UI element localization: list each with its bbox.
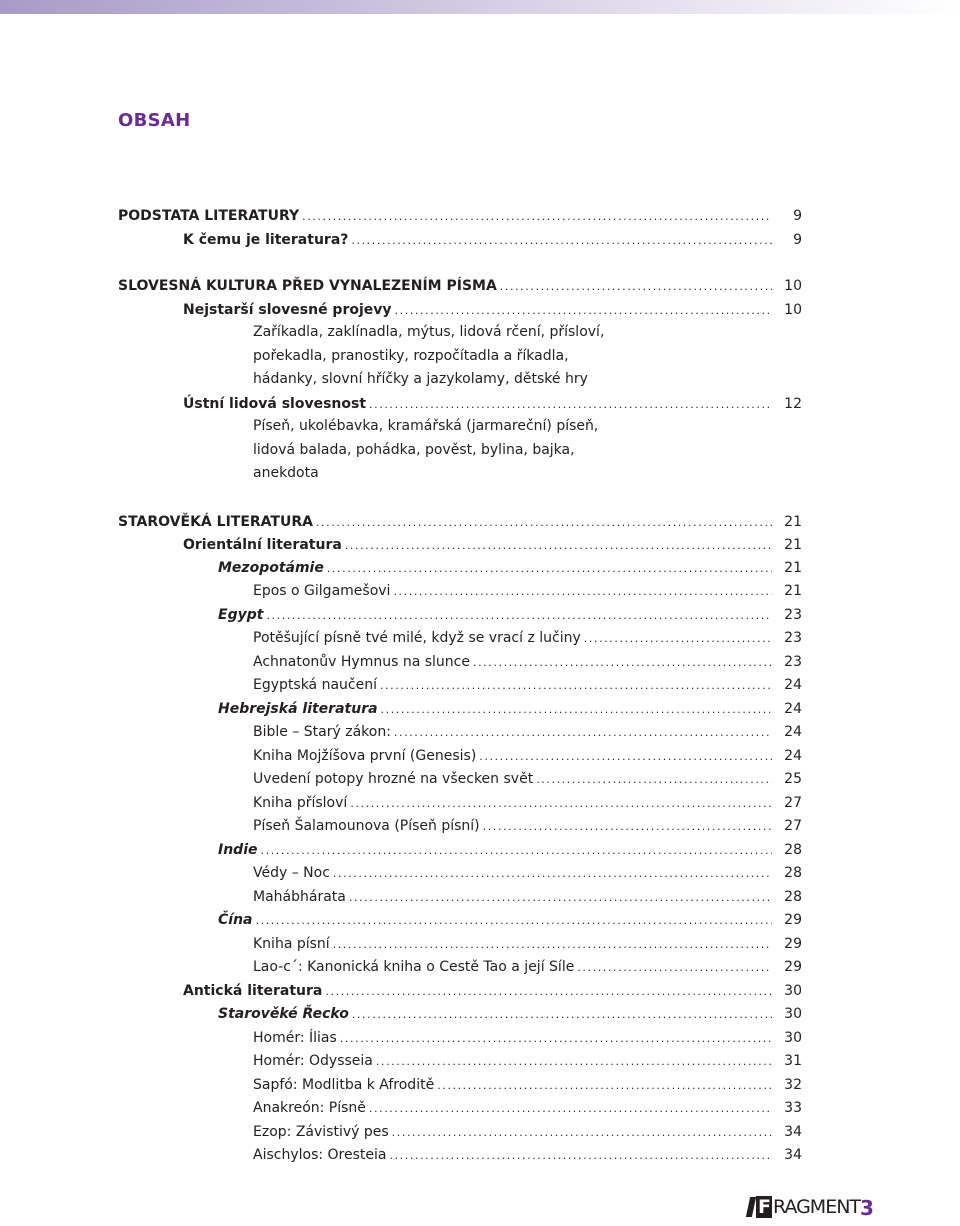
toc-entry[interactable] <box>253 768 802 790</box>
logo-text: RAGMENT <box>772 1196 861 1218</box>
toc-entry-page: 9 <box>793 232 802 248</box>
toc-entry[interactable] <box>253 956 802 978</box>
toc-entry-page: 9 <box>793 208 802 224</box>
toc-entry-label: Achnatonův Hymnus na slunce <box>253 654 470 670</box>
toc-leader <box>266 605 772 627</box>
toc-entry-page: 24 <box>784 677 802 693</box>
toc-leader <box>381 699 772 721</box>
toc-leader <box>393 581 772 603</box>
toc-leader <box>577 957 772 979</box>
toc-entry-page: 28 <box>784 842 802 858</box>
toc-entry-page: 28 <box>784 865 802 881</box>
description-line: pořekadla, pranostiky, rozpočítadla a říkadla, <box>253 347 569 364</box>
page-title: OBSAH <box>118 110 191 131</box>
toc-entry-label: Kniha písní <box>253 936 330 952</box>
toc-entry-page: 28 <box>784 889 802 905</box>
toc-leader <box>392 1122 772 1144</box>
toc-leader <box>380 675 772 697</box>
toc-leader <box>369 1098 772 1120</box>
toc-entry-page: 23 <box>784 630 802 646</box>
toc-entry-page: 32 <box>784 1077 802 1093</box>
toc-leader <box>349 887 772 909</box>
toc-entry-label: Homér: Odysseia <box>253 1053 373 1069</box>
toc-entry-label: Ústní lidová slovesnost <box>183 396 367 412</box>
toc-entry-label: K čemu je literatura? <box>183 232 349 248</box>
toc-leader <box>351 230 772 252</box>
toc-entry[interactable] <box>253 674 802 696</box>
toc-entry[interactable] <box>253 815 802 837</box>
toc-entry[interactable] <box>253 1027 802 1049</box>
toc-leader <box>437 1075 772 1097</box>
toc-entry-page: 30 <box>784 983 802 999</box>
toc-leader <box>350 793 772 815</box>
toc-entry-page: 12 <box>784 396 802 412</box>
toc-entry[interactable] <box>253 933 802 955</box>
toc-entry-label: Indie <box>218 842 258 858</box>
toc-entry[interactable] <box>118 205 802 227</box>
toc-leader <box>261 840 773 862</box>
description-line: anekdota <box>253 465 319 481</box>
toc-leader <box>369 394 772 416</box>
toc-leader <box>352 1004 772 1026</box>
toc-leader <box>325 981 772 1003</box>
toc-entry-label: Epos o Gilgamešovi <box>253 583 391 599</box>
toc-entry-page: 25 <box>784 771 802 787</box>
fragment-logo <box>748 1196 860 1218</box>
toc-entry-label: STAROVĚKÁ LITERATURA <box>118 514 313 530</box>
toc-entry[interactable] <box>253 862 802 884</box>
toc-entry-page: 27 <box>784 818 802 834</box>
toc-entry-label: Kniha přísloví <box>253 795 348 811</box>
toc-entry[interactable] <box>183 299 802 321</box>
logo-initial: F <box>758 1196 770 1218</box>
toc-entry-label: Hebrejská literatura <box>218 701 378 717</box>
toc-entry-label: Egyptská naučení <box>253 677 377 693</box>
toc-entry-page: 21 <box>784 537 802 553</box>
toc-entry-page: 10 <box>784 302 802 318</box>
toc-entry-page: 21 <box>784 560 802 576</box>
toc-entry[interactable] <box>253 745 802 767</box>
toc-entry-page: 31 <box>784 1053 802 1069</box>
toc-entry-label: Potěšující písně tvé milé, když se vrací z lučiny <box>253 630 581 646</box>
toc-entry-page: 24 <box>784 724 802 740</box>
toc-leader <box>256 910 773 932</box>
toc-entry-page: 30 <box>784 1030 802 1046</box>
toc-leader <box>316 512 772 534</box>
toc-entry-label: Orientální literatura <box>183 537 342 553</box>
toc-entry[interactable] <box>253 886 802 908</box>
toc-entry-label: Mahábhárata <box>253 889 346 905</box>
toc-entry-label: Egypt <box>218 607 264 623</box>
toc-entry[interactable] <box>218 839 802 861</box>
toc-entry-label: Lao-c´: Kanonická kniha o Cestě Tao a její Síle <box>253 959 575 975</box>
toc-entry-label: SLOVESNÁ KULTURA PŘED VYNALEZENÍM PÍSMA <box>118 278 497 294</box>
toc-entry-label: Starověké Řecko <box>218 1006 349 1022</box>
toc-entry-page: 24 <box>784 748 802 764</box>
page-footer <box>748 1196 948 1226</box>
toc-entry-page: 21 <box>784 583 802 599</box>
toc-entry-label: Ezop: Závistivý pes <box>253 1124 389 1140</box>
toc-entry[interactable] <box>253 792 802 814</box>
toc-leader <box>345 535 772 557</box>
description-line: lidová balada, pohádka, pověst, bylina, bajka, <box>253 441 575 458</box>
toc-entry-label: Antická literatura <box>183 983 323 999</box>
toc-entry[interactable] <box>253 1074 802 1096</box>
toc-entry-page: 29 <box>784 959 802 975</box>
toc-leader <box>500 276 772 298</box>
toc-entry-label: Mezopotámie <box>218 560 324 576</box>
top-decorative-bar <box>0 0 960 14</box>
toc-entry[interactable] <box>253 580 802 602</box>
toc-entry-description <box>253 321 604 392</box>
toc-entry-label: Bible – Starý zákon: <box>253 724 391 740</box>
toc-entry-page: 29 <box>784 936 802 952</box>
toc-entry-page: 23 <box>784 654 802 670</box>
toc-leader <box>473 652 772 674</box>
toc-leader <box>333 934 772 956</box>
description-line: Píseň, ukolébavka, kramářská (jarmareční) píseň, <box>253 418 599 434</box>
toc-entry[interactable] <box>218 604 802 626</box>
toc-leader <box>376 1051 772 1073</box>
toc-leader <box>394 722 772 744</box>
toc-entry-page: 24 <box>784 701 802 717</box>
toc-entry-page: 21 <box>784 514 802 530</box>
toc-leader <box>479 746 772 768</box>
toc-entry[interactable] <box>253 1121 802 1143</box>
toc-entry[interactable] <box>253 651 802 673</box>
toc-leader <box>483 816 772 838</box>
toc-entry-page: 33 <box>784 1100 802 1116</box>
toc-entry-page: 23 <box>784 607 802 623</box>
toc-entry[interactable] <box>253 1097 802 1119</box>
toc-entry[interactable] <box>218 909 802 931</box>
toc-entry[interactable] <box>253 721 802 743</box>
description-line: hádanky, slovní hříčky a jazykolamy, dětské hry <box>253 371 588 387</box>
toc-entry[interactable] <box>218 698 802 720</box>
toc-leader <box>584 628 772 650</box>
toc-leader <box>536 769 772 791</box>
toc-leader <box>327 558 772 580</box>
page-number: 3 <box>860 1196 874 1220</box>
toc-entry[interactable] <box>218 1003 802 1025</box>
toc-leader <box>389 1145 772 1167</box>
toc-entry[interactable] <box>183 393 802 415</box>
toc-entry-label: Uvedení potopy hrozné na všecken svět <box>253 771 534 787</box>
toc-entry-label: Homér: Ílias <box>253 1030 337 1046</box>
toc-entry-page: 30 <box>784 1006 802 1022</box>
toc-entry[interactable] <box>118 275 802 297</box>
toc-entry-label: Védy – Noc <box>253 865 330 881</box>
toc-entry-page: 10 <box>784 278 802 294</box>
toc-entry-page: 27 <box>784 795 802 811</box>
toc-leader <box>333 863 772 885</box>
toc-entry-page: 34 <box>784 1147 802 1163</box>
toc-entry[interactable] <box>118 511 802 533</box>
toc-entry-description <box>253 415 598 486</box>
toc-entry[interactable] <box>218 557 802 579</box>
toc-entry[interactable] <box>183 980 802 1002</box>
toc-entry-label: Kniha Mojžíšova první (Genesis) <box>253 748 477 764</box>
toc-entry-page: 29 <box>784 912 802 928</box>
toc-entry-label: PODSTATA LITERATURY <box>118 208 300 224</box>
toc-entry-label: Nejstarší slovesné projevy <box>183 302 392 318</box>
logo-bar-icon <box>746 1197 756 1217</box>
toc-entry-label: Sapfó: Modlitba k Afroditě <box>253 1077 435 1093</box>
toc-entry-label: Anakreón: Písně <box>253 1100 366 1116</box>
toc-entry-label: Aischylos: Oresteia <box>253 1147 387 1163</box>
toc-entry[interactable] <box>183 229 802 251</box>
toc-leader <box>395 300 772 322</box>
toc-entry[interactable] <box>183 534 802 556</box>
toc-entry-label: Píseň Šalamounova (Píseň písní) <box>253 818 480 834</box>
toc-entry-label: Čína <box>218 912 253 928</box>
toc-entry[interactable] <box>253 1144 802 1166</box>
toc-entry[interactable] <box>253 1050 802 1072</box>
description-line: Zaříkadla, zaklínadla, mýtus, lidová rčení, přísloví, <box>253 324 605 340</box>
toc-leader <box>340 1028 772 1050</box>
toc-entry[interactable] <box>253 627 802 649</box>
toc-entry-page: 34 <box>784 1124 802 1140</box>
toc-leader <box>302 206 772 228</box>
